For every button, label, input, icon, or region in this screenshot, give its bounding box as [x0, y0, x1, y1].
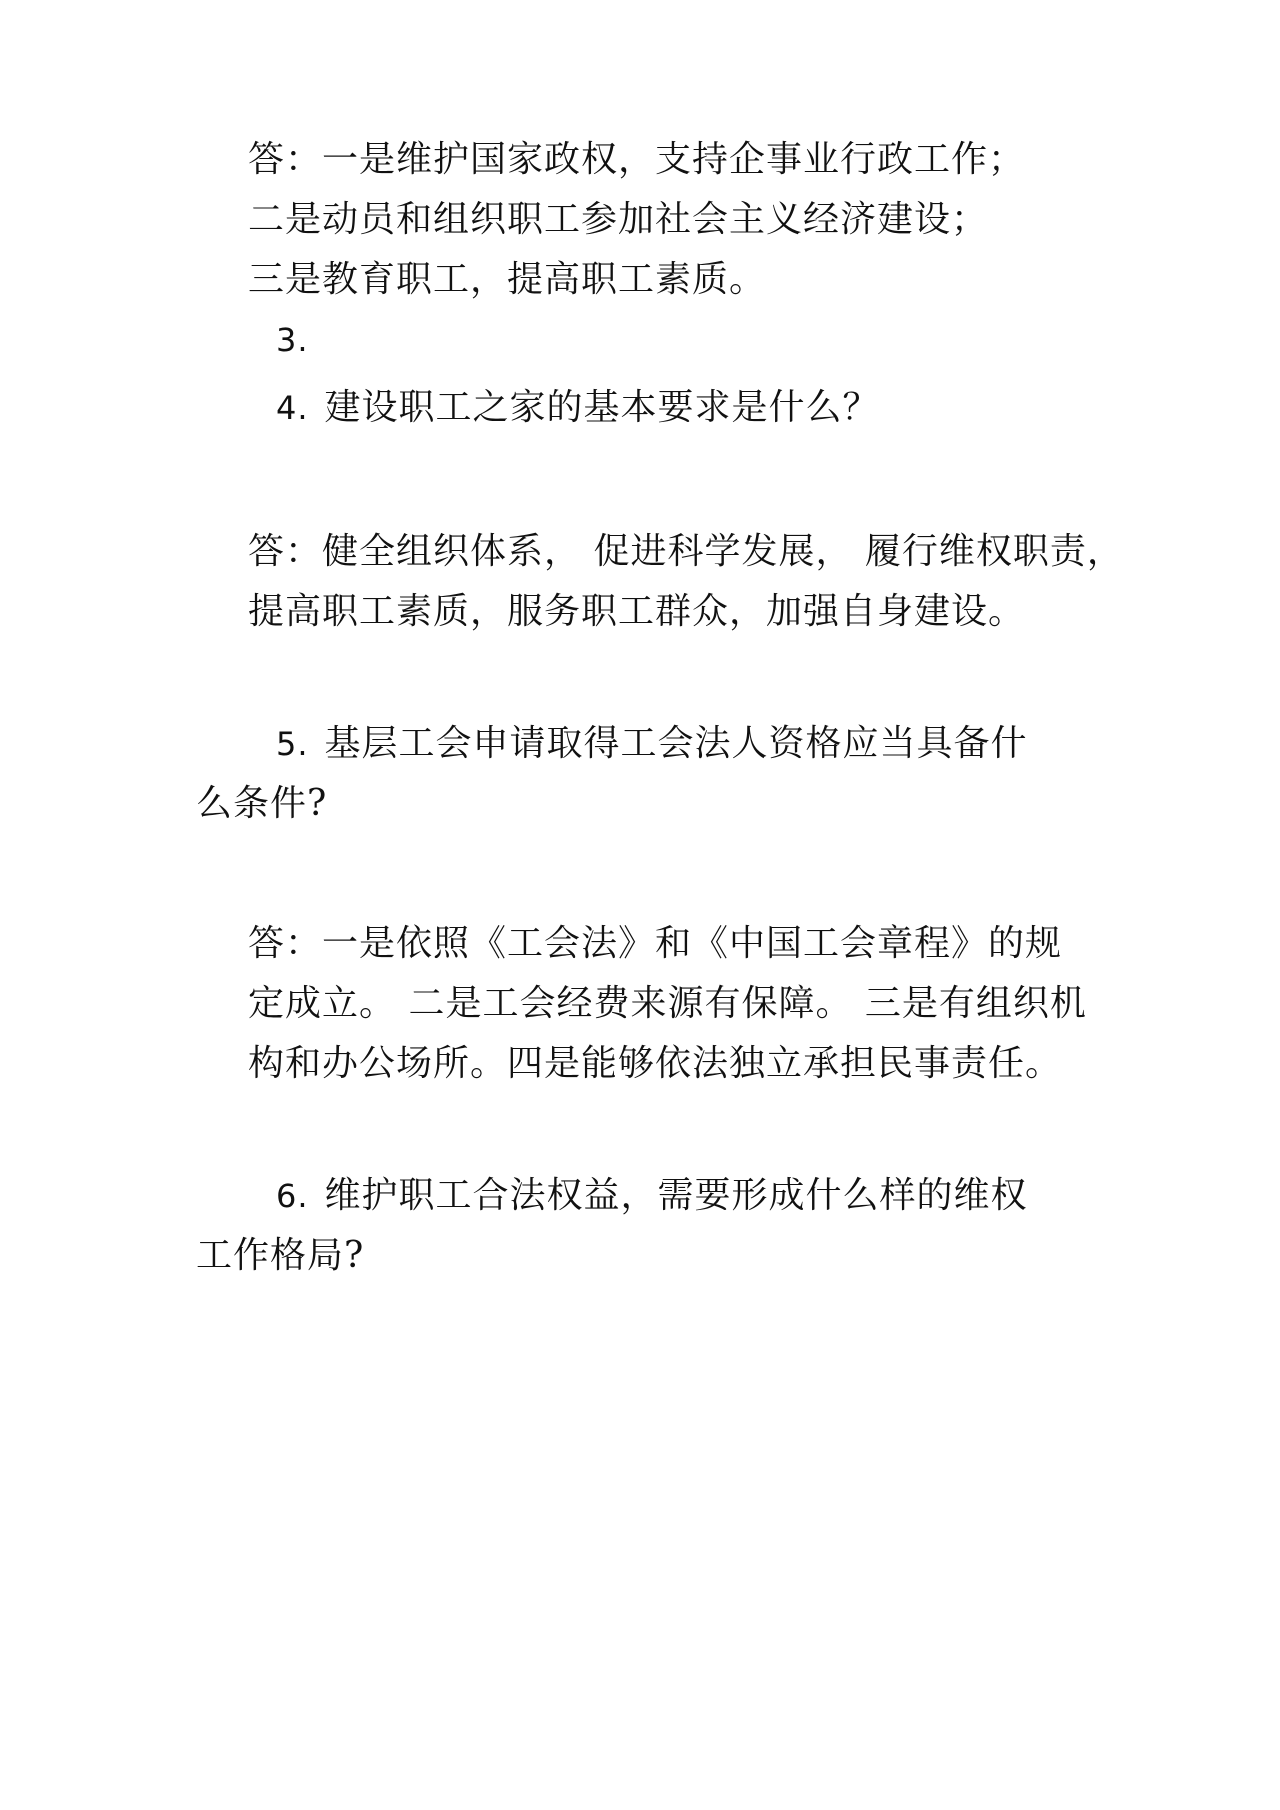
q5-number: 5. — [276, 725, 309, 763]
q6-number: 6. — [276, 1177, 309, 1215]
q4-question: 建设职工之家的基本要求是什么？ — [324, 387, 880, 428]
q4-answer-line-2: 提高职工素质，服务职工群众，加强自身建设。 — [248, 591, 1026, 632]
q4-answer-line-1: 答：健全组织体系， 促进科学发展， 履行维权职责， — [248, 531, 1124, 572]
q3-number: 3. — [276, 321, 309, 359]
q5-answer-line-1: 答：一是依照《工会法》和《中国工会章程》的规 — [248, 923, 1063, 964]
q2-answer-line-3: 三是教育职工，提高职工素质。 — [248, 259, 767, 300]
q5-answer-line-2: 定成立。 二是工会经费来源有保障。 三是有组织机 — [248, 983, 1087, 1024]
q5-question-line-2: 么条件? — [196, 783, 328, 824]
q3-heading — [276, 318, 325, 362]
q5-heading — [276, 722, 1028, 766]
q4-number: 4. — [276, 389, 309, 427]
q5-question-line-1: 基层工会申请取得工会法人资格应当具备什 — [324, 723, 1028, 764]
q2-answer-line-2: 二是动员和组织职工参加社会主义经济建设； — [248, 199, 989, 240]
q6-question-line-2: 工作格局? — [196, 1235, 365, 1276]
q6-question-line-1: 维护职工合法权益，需要形成什么样的维权 — [324, 1175, 1028, 1216]
q2-answer-line-1: 答：一是维护国家政权，支持企事业行政工作； — [248, 139, 1026, 180]
q5-answer-line-3: 构和办公场所。四是能够依法独立承担民事责任。 — [248, 1043, 1063, 1084]
q4-heading — [276, 386, 880, 430]
q6-heading — [276, 1174, 1028, 1218]
